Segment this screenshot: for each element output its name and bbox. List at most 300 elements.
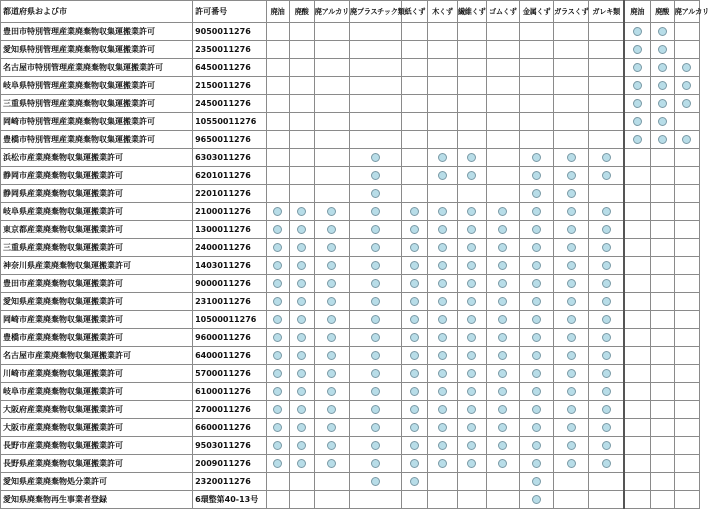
permit-cell: [349, 95, 401, 113]
permit-cell: [402, 419, 428, 437]
permit-cell: [589, 473, 624, 491]
permitted-dot-icon: [438, 207, 447, 216]
permit-cell: [402, 293, 428, 311]
permit-cell: [402, 131, 428, 149]
permit-cell: [554, 347, 589, 365]
permit-cell: [428, 401, 457, 419]
permitted-dot-icon: [438, 261, 447, 270]
table-row: [1, 473, 700, 491]
permitted-dot-icon: [273, 351, 282, 360]
permit-cell: [554, 383, 589, 401]
permit-number: 6450011276: [193, 59, 266, 77]
permit-cell: [674, 185, 699, 203]
permit-cell: [314, 131, 349, 149]
permit-cell: [349, 131, 401, 149]
permit-name: 愛知県特別管理産業廃棄物収集運搬業許可: [1, 41, 193, 59]
permit-cell: [519, 167, 553, 185]
permit-cell: [266, 275, 289, 293]
permitted-dot-icon: [371, 333, 380, 342]
permit-cell: [266, 293, 289, 311]
permit-cell: [554, 437, 589, 455]
permitted-dot-icon: [410, 297, 419, 306]
permit-cell: [674, 167, 699, 185]
permitted-dot-icon: [410, 405, 419, 414]
permitted-dot-icon: [498, 261, 507, 270]
permitted-dot-icon: [658, 27, 667, 36]
permit-cell: [428, 257, 457, 275]
permitted-dot-icon: [467, 405, 476, 414]
permitted-dot-icon: [602, 279, 611, 288]
permit-cell: [266, 59, 289, 77]
permitted-dot-icon: [567, 459, 576, 468]
permit-cell: [314, 401, 349, 419]
permit-cell: [650, 185, 674, 203]
permit-cell: [486, 329, 519, 347]
permit-cell: [674, 95, 699, 113]
permitted-dot-icon: [567, 387, 576, 396]
permitted-dot-icon: [602, 207, 611, 216]
permit-cell: [650, 113, 674, 131]
permitted-dot-icon: [297, 207, 306, 216]
permit-cell: [486, 455, 519, 473]
permit-cell: [519, 23, 553, 41]
permitted-dot-icon: [273, 243, 282, 252]
permit-cell: [554, 77, 589, 95]
permit-cell: [554, 221, 589, 239]
permitted-dot-icon: [273, 333, 282, 342]
permit-cell: [402, 311, 428, 329]
permitted-dot-icon: [602, 369, 611, 378]
permit-cell: [349, 437, 401, 455]
permit-cell: [457, 419, 486, 437]
permit-cell: [624, 311, 650, 329]
permitted-dot-icon: [658, 99, 667, 108]
permitted-dot-icon: [467, 387, 476, 396]
permit-number: 6100011276: [193, 383, 266, 401]
permit-cell: [349, 41, 401, 59]
permitted-dot-icon: [297, 423, 306, 432]
permit-cell: [519, 347, 553, 365]
table-row: [1, 203, 700, 221]
permit-cell: [402, 365, 428, 383]
permit-cell: [314, 167, 349, 185]
permitted-dot-icon: [273, 279, 282, 288]
permit-cell: [428, 131, 457, 149]
permit-cell: [486, 491, 519, 509]
permit-cell: [674, 257, 699, 275]
table-row: [1, 113, 700, 131]
permit-name: 神奈川県産業廃棄物収集運搬業許可: [1, 257, 193, 275]
permit-cell: [554, 365, 589, 383]
permit-cell: [674, 455, 699, 473]
permitted-dot-icon: [438, 243, 447, 252]
permit-cell: [624, 167, 650, 185]
permit-cell: [314, 59, 349, 77]
permitted-dot-icon: [602, 171, 611, 180]
permit-cell: [674, 365, 699, 383]
permit-cell: [428, 167, 457, 185]
permit-cell: [402, 185, 428, 203]
header-category: ゴムくず: [486, 1, 519, 23]
permit-cell: [486, 95, 519, 113]
permit-number: 2400011276: [193, 239, 266, 257]
permit-cell: [589, 131, 624, 149]
permitted-dot-icon: [410, 477, 419, 486]
permit-cell: [349, 491, 401, 509]
permitted-dot-icon: [327, 441, 336, 450]
permit-cell: [519, 437, 553, 455]
permitted-dot-icon: [567, 243, 576, 252]
permitted-dot-icon: [438, 153, 447, 162]
permitted-dot-icon: [327, 261, 336, 270]
permit-cell: [314, 203, 349, 221]
permitted-dot-icon: [410, 261, 419, 270]
permit-cell: [457, 95, 486, 113]
permit-cell: [349, 257, 401, 275]
permitted-dot-icon: [633, 63, 642, 72]
permit-name: 名古屋市特別管理産業廃棄物収集運搬業許可: [1, 59, 193, 77]
permit-cell: [589, 293, 624, 311]
permit-cell: [428, 311, 457, 329]
permitted-dot-icon: [498, 225, 507, 234]
permitted-dot-icon: [602, 387, 611, 396]
permitted-dot-icon: [567, 333, 576, 342]
table-row: [1, 275, 700, 293]
permit-name: 愛知県産業廃棄物収集運搬業許可: [1, 293, 193, 311]
permitted-dot-icon: [602, 225, 611, 234]
permit-cell: [650, 473, 674, 491]
permit-cell: [589, 437, 624, 455]
permit-cell: [289, 419, 314, 437]
permitted-dot-icon: [273, 225, 282, 234]
permit-cell: [519, 275, 553, 293]
permit-cell: [486, 239, 519, 257]
permit-cell: [519, 401, 553, 419]
permit-cell: [349, 203, 401, 221]
permitted-dot-icon: [658, 63, 667, 72]
permit-cell: [650, 437, 674, 455]
permit-cell: [624, 59, 650, 77]
permit-cell: [289, 23, 314, 41]
permit-cell: [486, 419, 519, 437]
permit-cell: [289, 347, 314, 365]
permit-cell: [650, 293, 674, 311]
permit-cell: [349, 113, 401, 131]
table-body: [1, 23, 700, 509]
permit-cell: [674, 275, 699, 293]
table-row: [1, 131, 700, 149]
permitted-dot-icon: [410, 441, 419, 450]
permit-cell: [554, 167, 589, 185]
permitted-dot-icon: [327, 423, 336, 432]
permit-number: 6環整第40-13号: [193, 491, 266, 509]
permit-cell: [457, 59, 486, 77]
permit-cell: [349, 23, 401, 41]
permit-cell: [554, 455, 589, 473]
permitted-dot-icon: [532, 297, 541, 306]
permit-cell: [624, 221, 650, 239]
permit-cell: [589, 365, 624, 383]
permit-cell: [289, 257, 314, 275]
permit-cell: [457, 437, 486, 455]
permitted-dot-icon: [327, 387, 336, 396]
permit-cell: [650, 491, 674, 509]
permitted-dot-icon: [467, 243, 476, 252]
permit-cell: [314, 149, 349, 167]
permit-cell: [266, 401, 289, 419]
permit-cell: [650, 419, 674, 437]
permit-cell: [650, 239, 674, 257]
permitted-dot-icon: [633, 117, 642, 126]
table-row: [1, 59, 700, 77]
permit-cell: [650, 365, 674, 383]
permitted-dot-icon: [602, 351, 611, 360]
permit-cell: [589, 77, 624, 95]
permit-cell: [486, 347, 519, 365]
permit-cell: [289, 77, 314, 95]
permit-cell: [519, 311, 553, 329]
permitted-dot-icon: [532, 333, 541, 342]
permit-cell: [266, 167, 289, 185]
permit-number: 2310011276: [193, 293, 266, 311]
permit-cell: [554, 185, 589, 203]
permit-name: 三重県産業廃棄物収集運搬業許可: [1, 239, 193, 257]
permitted-dot-icon: [410, 369, 419, 378]
header-category: 廃アルカリ: [674, 1, 699, 23]
header-category: 廃プラスチック類: [349, 1, 401, 23]
permit-cell: [314, 347, 349, 365]
permit-cell: [266, 221, 289, 239]
permitted-dot-icon: [297, 279, 306, 288]
permit-cell: [289, 131, 314, 149]
permitted-dot-icon: [371, 171, 380, 180]
permitted-dot-icon: [438, 225, 447, 234]
permit-cell: [266, 41, 289, 59]
permit-cell: [624, 275, 650, 293]
permitted-dot-icon: [327, 405, 336, 414]
table-row: [1, 257, 700, 275]
permit-cell: [457, 77, 486, 95]
permit-cell: [266, 239, 289, 257]
permit-cell: [674, 23, 699, 41]
permitted-dot-icon: [273, 459, 282, 468]
permitted-dot-icon: [297, 315, 306, 324]
permit-cell: [674, 311, 699, 329]
permit-cell: [402, 329, 428, 347]
permitted-dot-icon: [273, 315, 282, 324]
permit-name: 浜松市産業廃棄物収集運搬業許可: [1, 149, 193, 167]
permit-cell: [650, 311, 674, 329]
permitted-dot-icon: [467, 171, 476, 180]
permitted-dot-icon: [467, 441, 476, 450]
permitted-dot-icon: [532, 261, 541, 270]
permit-cell: [428, 437, 457, 455]
table-row: [1, 167, 700, 185]
permit-cell: [674, 131, 699, 149]
header-category: ガラスくず: [554, 1, 589, 23]
permit-cell: [349, 275, 401, 293]
permit-cell: [554, 419, 589, 437]
permitted-dot-icon: [371, 153, 380, 162]
permit-cell: [428, 473, 457, 491]
table-row: [1, 221, 700, 239]
permit-cell: [486, 221, 519, 239]
permitted-dot-icon: [438, 171, 447, 180]
permit-cell: [402, 23, 428, 41]
permitted-dot-icon: [371, 279, 380, 288]
permit-number: 2150011276: [193, 77, 266, 95]
permitted-dot-icon: [438, 369, 447, 378]
permitted-dot-icon: [371, 441, 380, 450]
permit-cell: [589, 257, 624, 275]
permit-cell: [624, 77, 650, 95]
permit-cell: [289, 149, 314, 167]
permit-cell: [554, 203, 589, 221]
permit-cell: [624, 347, 650, 365]
permit-cell: [457, 203, 486, 221]
permit-cell: [314, 491, 349, 509]
permitted-dot-icon: [532, 153, 541, 162]
permitted-dot-icon: [658, 117, 667, 126]
table-row: [1, 77, 700, 95]
permit-cell: [457, 113, 486, 131]
permit-cell: [650, 203, 674, 221]
permitted-dot-icon: [567, 261, 576, 270]
permitted-dot-icon: [498, 297, 507, 306]
permit-cell: [428, 59, 457, 77]
permit-cell: [589, 275, 624, 293]
permit-cell: [457, 221, 486, 239]
permit-cell: [674, 221, 699, 239]
permit-cell: [428, 95, 457, 113]
permitted-dot-icon: [498, 405, 507, 414]
permit-cell: [519, 95, 553, 113]
permitted-dot-icon: [327, 207, 336, 216]
permit-cell: [457, 383, 486, 401]
permit-cell: [486, 149, 519, 167]
permit-cell: [428, 365, 457, 383]
permit-cell: [674, 203, 699, 221]
permitted-dot-icon: [371, 369, 380, 378]
permit-cell: [289, 293, 314, 311]
permitted-dot-icon: [371, 297, 380, 306]
permitted-dot-icon: [467, 261, 476, 270]
permit-cell: [266, 473, 289, 491]
table-row: [1, 491, 700, 509]
permit-cell: [428, 329, 457, 347]
permit-cell: [289, 437, 314, 455]
table-row: [1, 185, 700, 203]
permit-cell: [650, 329, 674, 347]
permit-cell: [289, 401, 314, 419]
permit-cell: [402, 455, 428, 473]
permit-cell: [624, 113, 650, 131]
permitted-dot-icon: [532, 189, 541, 198]
permit-cell: [349, 311, 401, 329]
permit-cell: [674, 149, 699, 167]
permitted-dot-icon: [273, 297, 282, 306]
permit-cell: [486, 257, 519, 275]
permit-cell: [650, 23, 674, 41]
permitted-dot-icon: [297, 225, 306, 234]
permit-cell: [519, 365, 553, 383]
permit-cell: [314, 383, 349, 401]
permitted-dot-icon: [327, 351, 336, 360]
permitted-dot-icon: [410, 387, 419, 396]
permit-cell: [554, 491, 589, 509]
permit-cell: [457, 365, 486, 383]
table-row: [1, 455, 700, 473]
permit-name: 岐阜県特別管理産業廃棄物収集運搬業許可: [1, 77, 193, 95]
permit-name: 岐阜市産業廃棄物収集運搬業許可: [1, 383, 193, 401]
header-category: 木くず: [428, 1, 457, 23]
permit-name: 大阪府産業廃棄物収集運搬業許可: [1, 401, 193, 419]
permit-cell: [314, 419, 349, 437]
permit-cell: [624, 257, 650, 275]
permitted-dot-icon: [371, 387, 380, 396]
permitted-dot-icon: [682, 99, 691, 108]
permitted-dot-icon: [371, 405, 380, 414]
permitted-dot-icon: [438, 423, 447, 432]
permit-cell: [289, 455, 314, 473]
permit-cell: [674, 329, 699, 347]
permit-cell: [589, 347, 624, 365]
permit-cell: [402, 95, 428, 113]
permitted-dot-icon: [438, 297, 447, 306]
permit-cell: [289, 167, 314, 185]
permit-cell: [674, 41, 699, 59]
permitted-dot-icon: [602, 153, 611, 162]
permit-cell: [519, 329, 553, 347]
permitted-dot-icon: [567, 189, 576, 198]
permit-cell: [554, 401, 589, 419]
permitted-dot-icon: [410, 351, 419, 360]
permit-cell: [266, 329, 289, 347]
permit-cell: [349, 167, 401, 185]
permit-number: 2009011276: [193, 455, 266, 473]
permit-name: 岡崎市産業廃棄物収集運搬業許可: [1, 311, 193, 329]
permit-name: 長野市産業廃棄物収集運搬業許可: [1, 437, 193, 455]
permitted-dot-icon: [297, 297, 306, 306]
permitted-dot-icon: [297, 351, 306, 360]
permitted-dot-icon: [658, 45, 667, 54]
permitted-dot-icon: [602, 405, 611, 414]
table-row: [1, 365, 700, 383]
permitted-dot-icon: [532, 315, 541, 324]
permitted-dot-icon: [273, 369, 282, 378]
permit-number: 2700011276: [193, 401, 266, 419]
permit-cell: [314, 437, 349, 455]
permit-cell: [349, 347, 401, 365]
permit-cell: [624, 239, 650, 257]
permitted-dot-icon: [658, 135, 667, 144]
permitted-dot-icon: [602, 423, 611, 432]
permitted-dot-icon: [410, 333, 419, 342]
permitted-dot-icon: [438, 405, 447, 414]
permitted-dot-icon: [273, 387, 282, 396]
permitted-dot-icon: [567, 207, 576, 216]
permitted-dot-icon: [273, 207, 282, 216]
permitted-dot-icon: [371, 243, 380, 252]
permitted-dot-icon: [498, 315, 507, 324]
permitted-dot-icon: [498, 279, 507, 288]
permit-cell: [519, 59, 553, 77]
permit-cell: [428, 239, 457, 257]
permitted-dot-icon: [410, 279, 419, 288]
permit-cell: [457, 329, 486, 347]
permit-cell: [650, 149, 674, 167]
permitted-dot-icon: [467, 351, 476, 360]
